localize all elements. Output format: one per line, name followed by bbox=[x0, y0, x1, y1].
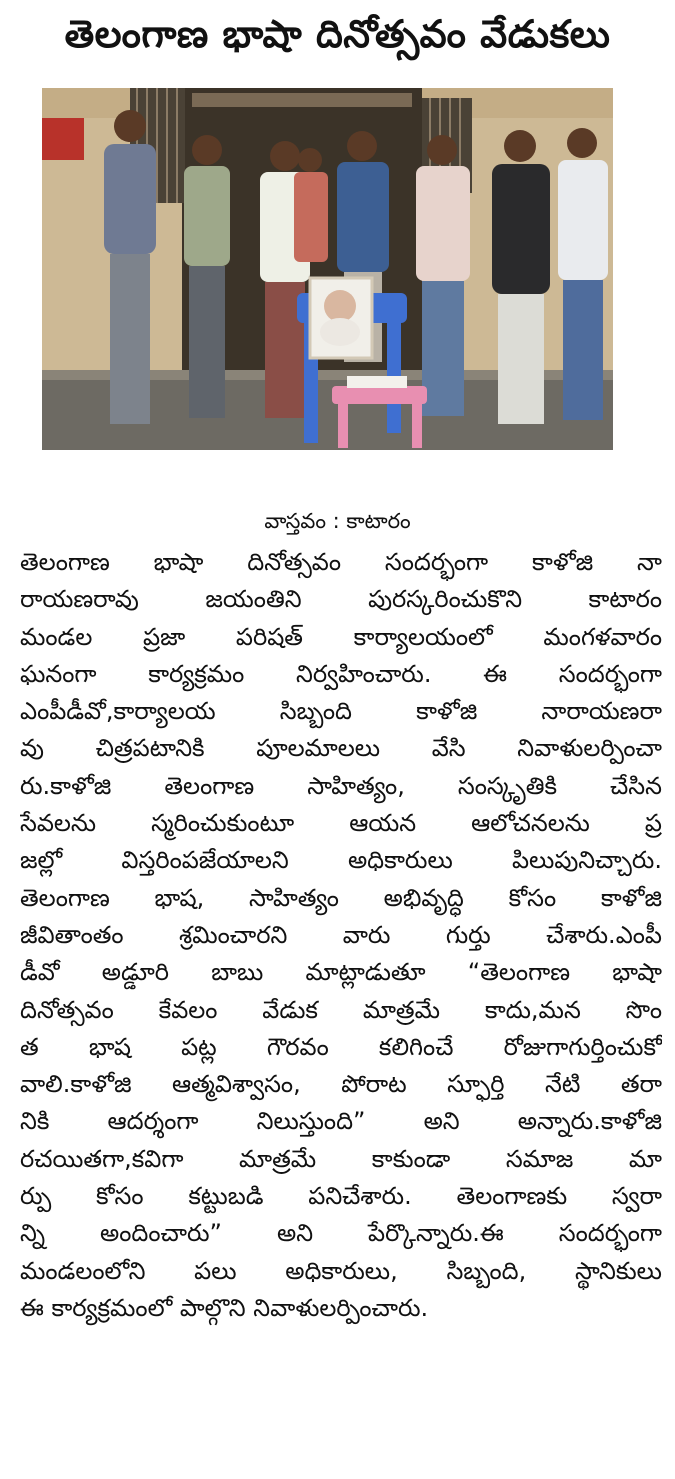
article-line: ర్పు కోసం కట్టుబడి పనిచేశారు. తెలంగాణకు స్వరా bbox=[20, 1182, 662, 1211]
article-line: ఎంపీడీవో,కార్యాలయ సిబ్బంది కాళోజి నారాయణరా bbox=[20, 697, 662, 726]
article-line: నికి ఆదర్శంగా నిలుస్తుంది” అని అన్నారు.కాళోజి bbox=[20, 1107, 662, 1136]
article-line: న్ని అందించారు” అని పేర్కొన్నారు.ఈ సందర్భంగా bbox=[20, 1219, 662, 1248]
article-line: వాలి.కాళోజి ఆత్మవిశ్వాసం, పోరాట స్ఫూర్తి నేటి తరా bbox=[20, 1070, 662, 1099]
news-photo bbox=[42, 88, 613, 450]
article-line: తెలంగాణ భాష, సాహిత్యం అభివృద్ధి కోసం కాళోజి bbox=[20, 883, 662, 912]
article-line: జీవితాంతం శ్రమించారని వారు గుర్తు చేశారు.ఎంపీ bbox=[20, 920, 662, 949]
article-body bbox=[20, 544, 662, 1327]
article-line: సేవలను స్మరించుకుంటూ ఆయన ఆలోచనలను ప్ర bbox=[20, 809, 662, 838]
article-line: త భాష పట్ల గౌరవం కలిగించే రోజుగాగుర్తించుకో bbox=[20, 1032, 662, 1061]
dateline: వాస్తవం : కాటారం bbox=[264, 509, 411, 533]
article-line: జల్లో విస్తరింపజేయాలని అధికారులు పిలుపునిచ్చారు. bbox=[20, 846, 662, 875]
article-line: ఈ కార్యక్రమంలో పాల్గొని నివాళులర్పించారు. bbox=[20, 1293, 429, 1322]
article-line: రాయణరావు జయంతిని పురస్కరించుకొని కాటారం bbox=[20, 585, 662, 614]
article-line: డీవో అడ్డూరి బాబు మాట్లాడుతూ “తెలంగాణ భాషా bbox=[20, 958, 662, 987]
group-photo-with-portrait-icon bbox=[42, 88, 613, 450]
article-line: మండల ప్రజా పరిషత్ కార్యాలయంలో మంగళవారం bbox=[20, 622, 662, 651]
article-line: రచయితగా,కవిగా మాత్రమే కాకుండా సమాజ మా bbox=[20, 1144, 662, 1173]
article-line: ఘనంగా కార్యక్రమం నిర్వహించారు. ఈ సందర్భంగా bbox=[20, 659, 662, 688]
article-line: దినోత్సవం కేవలం వేడుక మాత్రమే కాదు,మన సొం bbox=[20, 995, 662, 1024]
article-line: వు చిత్రపటానికి పూలమాలలు వేసి నివాళులర్పించా bbox=[20, 734, 662, 763]
article-line: మండలంలోని పలు అధికారులు, సిబ్బంది, స్థానికులు bbox=[20, 1256, 662, 1285]
headline: తెలంగాణ భాషా దినోత్సవం వేడుకలు bbox=[64, 12, 611, 56]
article-line: రు.కాళోజి తెలంగాణ సాహిత్యం, సంస్కృతికి చేసిన bbox=[20, 771, 662, 800]
article-line: తెలంగాణ భాషా దినోత్సవం సందర్భంగా కాళోజి నా bbox=[20, 548, 662, 576]
